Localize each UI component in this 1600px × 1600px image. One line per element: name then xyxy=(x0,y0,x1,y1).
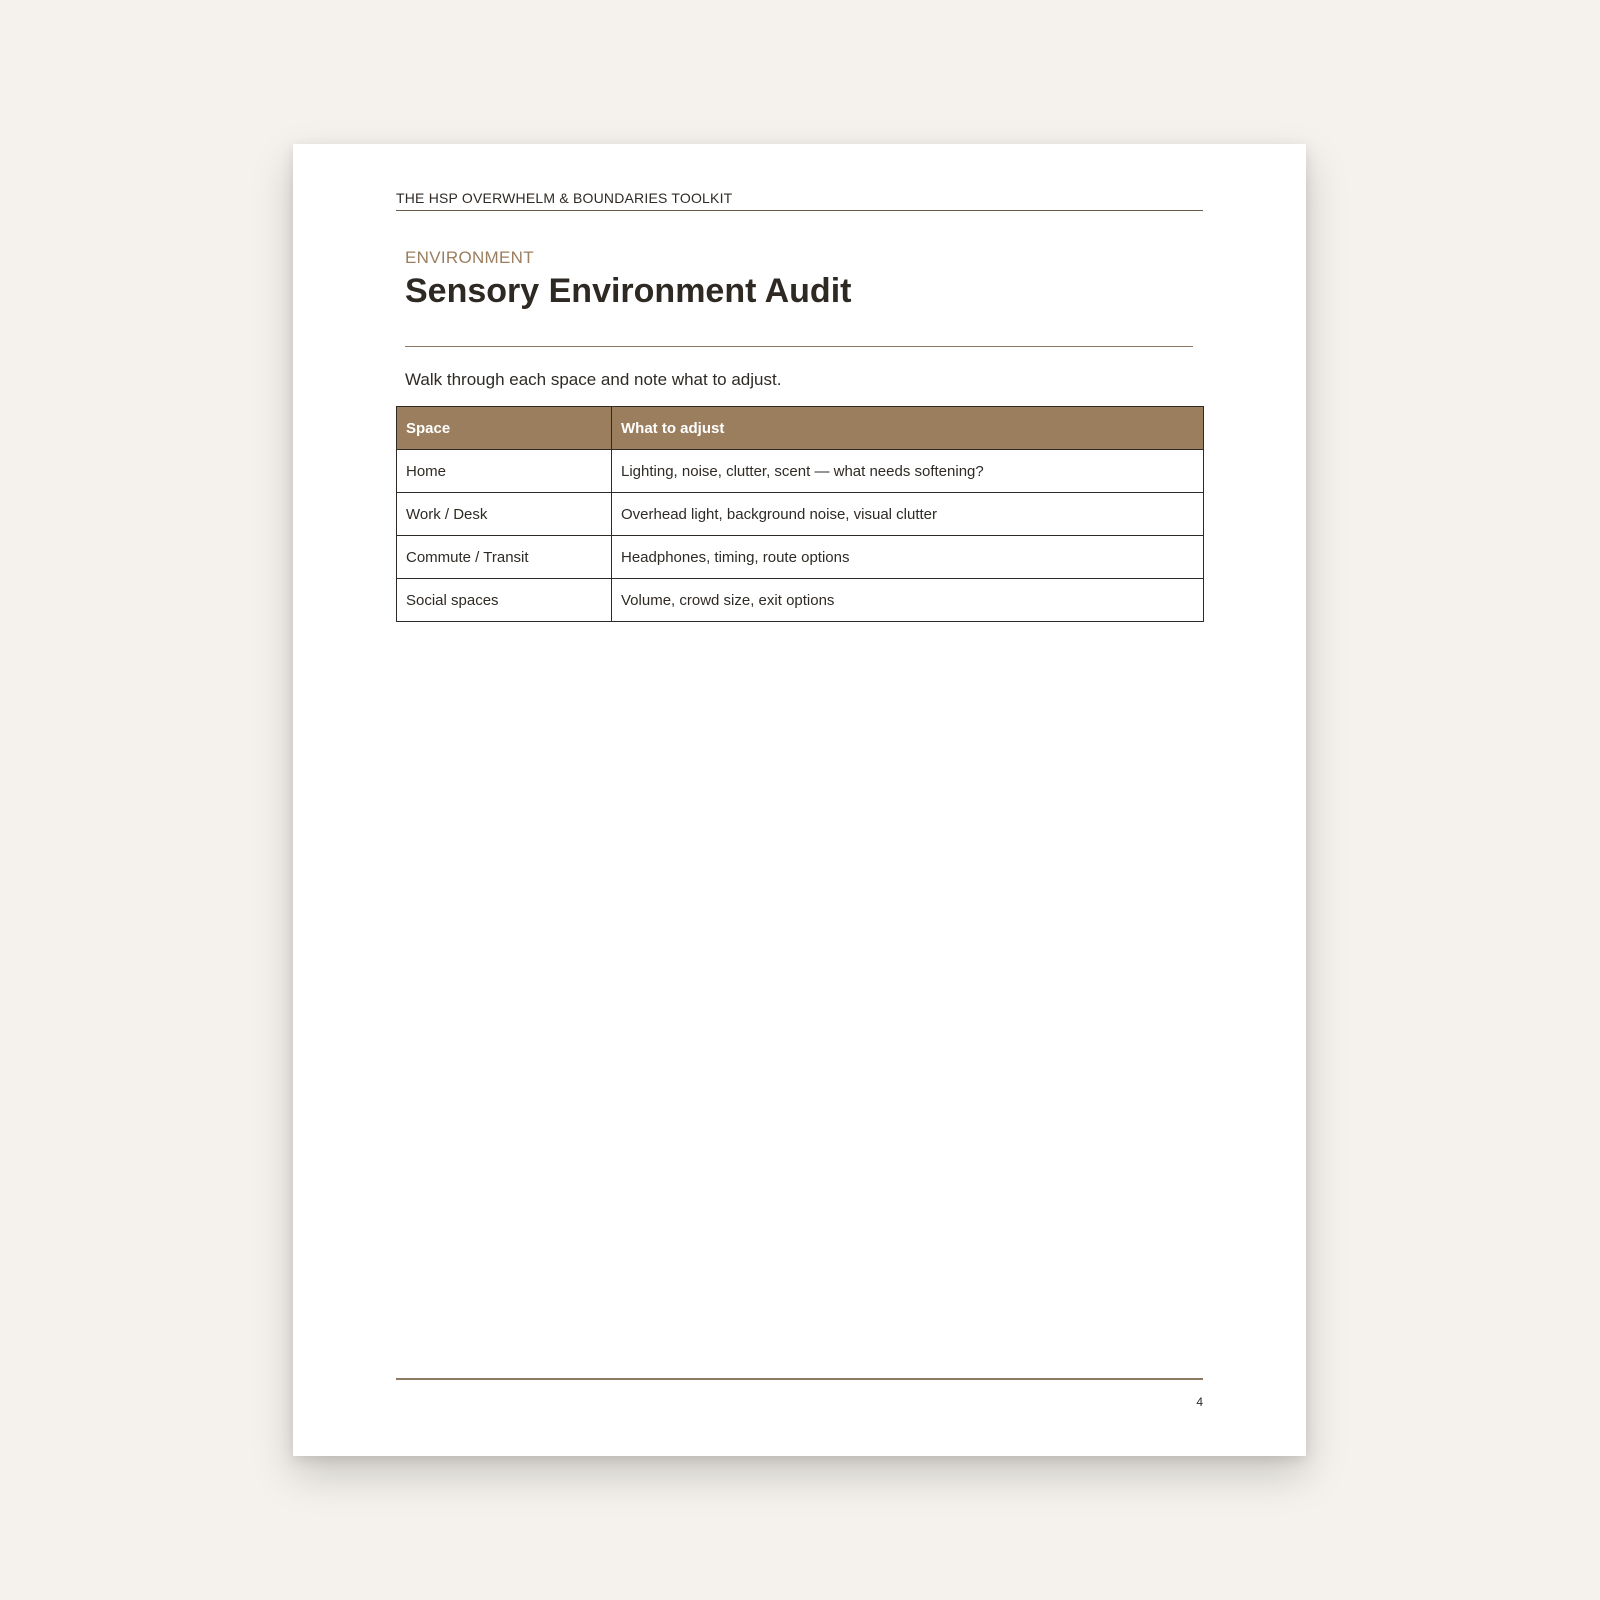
adjust-cell: Headphones, timing, route options xyxy=(612,536,1204,579)
table-header-row xyxy=(397,407,1204,450)
table-row xyxy=(397,493,1204,536)
table-row xyxy=(397,579,1204,622)
audit-table xyxy=(396,406,1204,622)
running-header: THE HSP OVERWHELM & BOUNDARIES TOOLKIT xyxy=(396,190,1203,211)
adjust-cell: Overhead light, background noise, visual clutter xyxy=(612,493,1204,536)
page-number: 4 xyxy=(1196,1395,1203,1409)
table-row xyxy=(397,450,1204,493)
header-space: Space xyxy=(397,407,612,450)
intro-text: Walk through each space and note what to adjust. xyxy=(405,370,782,389)
header-what-to-adjust: What to adjust xyxy=(612,407,1204,450)
section-label: ENVIRONMENT xyxy=(405,248,534,267)
title-divider xyxy=(405,346,1193,347)
space-cell: Home xyxy=(397,450,612,493)
space-cell: Commute / Transit xyxy=(397,536,612,579)
table-row xyxy=(397,536,1204,579)
adjust-cell: Volume, crowd size, exit options xyxy=(612,579,1204,622)
page-title: Sensory Environment Audit xyxy=(405,272,852,310)
space-cell: Work / Desk xyxy=(397,493,612,536)
document-page xyxy=(293,144,1306,1456)
space-cell: Social spaces xyxy=(397,579,612,622)
adjust-cell: Lighting, noise, clutter, scent — what needs softening? xyxy=(612,450,1204,493)
footer-divider xyxy=(396,1378,1203,1380)
